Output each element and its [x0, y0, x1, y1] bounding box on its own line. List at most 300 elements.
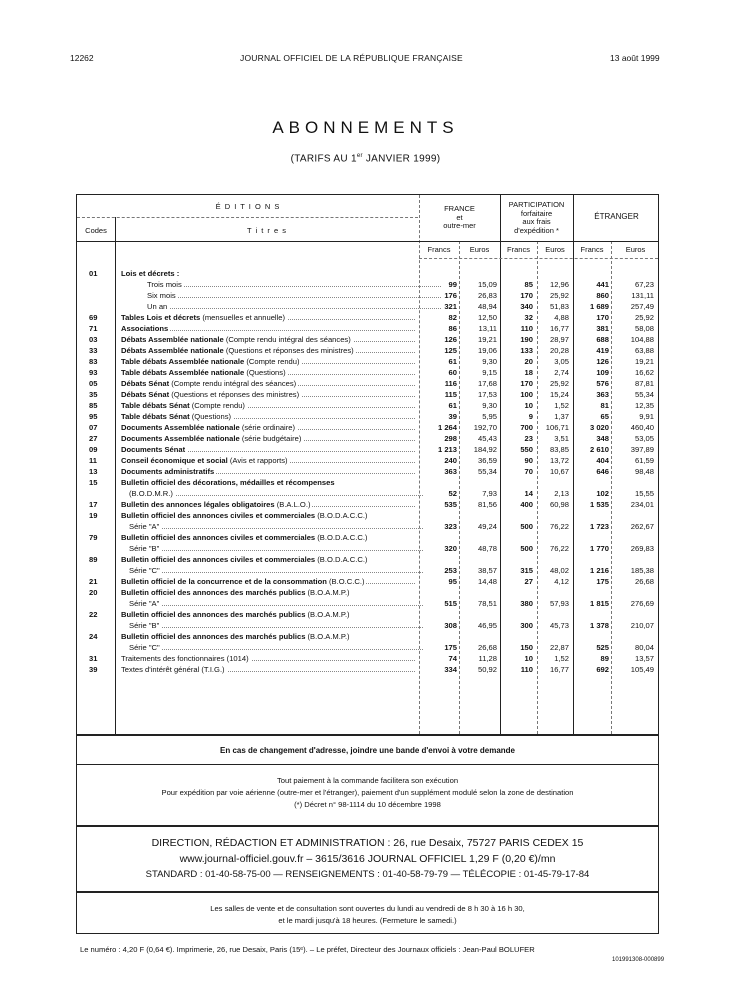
cell-france-euros: 13,11: [478, 324, 497, 333]
row-title: [121, 532, 417, 543]
cell-etranger-euros: 13,57: [634, 654, 654, 663]
table-row: [77, 433, 660, 444]
row-title-bold: Bulletin officiel des annonces des marchés publics: [121, 610, 306, 619]
france-header: [419, 205, 500, 231]
cell-france-francs: 308: [444, 621, 457, 630]
participation-line-2: forfaitaire: [520, 208, 553, 218]
payment-note-line-2: Pour expédition par voie aérienne (outre-mer et l'étranger), paiement d'un supplément modulé selon la zone de destination: [161, 788, 574, 797]
opening-hours-line-1: Les salles de vente et de consultation sont ouvertes du lundi au vendredi de 8 h 30 à 16 h 30,: [210, 904, 525, 913]
cell-france-euros: 49,24: [477, 522, 497, 531]
participation-line-1: PARTICIPATION: [508, 200, 565, 209]
table-row: [77, 312, 660, 323]
cell-etranger-euros: 25,92: [634, 313, 654, 322]
cell-part-francs: 150: [520, 643, 533, 652]
row-title-rest: (B.O.C.C.): [326, 577, 365, 586]
cell-etranger-euros: 26,68: [634, 577, 654, 586]
row-code: 03: [89, 335, 98, 344]
cell-france-euros: 9,15: [482, 368, 497, 377]
row-title-bold: Bulletin officiel des décorations, médailles et récompenses: [121, 478, 335, 487]
leader-dots: [147, 308, 441, 309]
cell-france-francs: 82: [448, 313, 457, 322]
cell-france-euros: 81,56: [477, 500, 497, 509]
cell-france-euros: 15,09: [477, 280, 497, 289]
row-title: [121, 389, 417, 400]
row-title-rest: (Compte rendu intégral des séances): [223, 335, 351, 344]
table-row: [77, 631, 660, 653]
cell-france-euros: 19,06: [477, 346, 497, 355]
row-code: 35: [89, 390, 98, 399]
cell-france-francs: 86: [448, 324, 457, 333]
table-row: [77, 664, 660, 675]
cell-etranger-euros: 67,23: [634, 280, 654, 289]
cell-france-francs: 39: [448, 412, 457, 421]
cell-part-francs: 9: [528, 412, 533, 421]
cell-part-euros: 3,05: [554, 357, 569, 366]
cell-france-francs: 515: [444, 599, 457, 608]
table-row: [77, 499, 660, 510]
cell-france-francs: 334: [444, 665, 457, 674]
cell-france-euros: 45,43: [477, 434, 497, 443]
journal-title: JOURNAL OFFICIEL DE LA RÉPUBLIQUE FRANÇAISE: [240, 53, 463, 63]
cell-part-euros: 1,52: [554, 654, 569, 663]
cell-part-francs: 500: [520, 544, 533, 553]
row-title-rest: (B.O.D.A.C.C.): [315, 511, 368, 520]
cell-part-euros: 12,96: [549, 280, 569, 289]
france-line-3: outre-mer: [443, 221, 476, 230]
cell-etranger-francs: 170: [596, 313, 609, 322]
row-title: [121, 576, 417, 587]
row-title-line-2: [129, 642, 425, 653]
cell-france-euros: 50,92: [477, 665, 497, 674]
row-code: 20: [89, 588, 98, 597]
cell-etranger-francs: 1 815: [589, 599, 609, 608]
cell-etranger-euros: 55,34: [634, 390, 654, 399]
cell-etranger-euros: 15,55: [634, 489, 654, 498]
row-code: 85: [89, 401, 98, 410]
cell-france-francs: 253: [444, 566, 457, 575]
cell-etranger-euros: 87,81: [634, 379, 654, 388]
cell-part-euros: 13,72: [549, 456, 569, 465]
row-title-bold: Bulletin officiel des annonces des marchés publics: [121, 632, 306, 641]
row-title-bold: Bulletin officiel des annonces civiles et commerciales: [121, 533, 316, 542]
row-title: [121, 664, 417, 675]
cell-etranger-francs: 419: [596, 346, 609, 355]
cell-part-francs: 300: [520, 621, 533, 630]
row-title: [147, 279, 443, 290]
cell-france-euros: 11,28: [478, 654, 497, 663]
table-row: [77, 400, 660, 411]
cell-etranger-francs: 381: [596, 324, 609, 333]
cell-part-euros: 16,77: [549, 324, 569, 333]
cell-part-francs: 100: [520, 390, 533, 399]
cell-etranger-euros: 105,49: [630, 665, 654, 674]
table-row: [77, 510, 660, 532]
cell-etranger-euros: 262,67: [630, 522, 654, 531]
cell-etranger-francs: 646: [596, 467, 609, 476]
france-line-2: et: [456, 212, 463, 222]
cell-etranger-euros: 98,48: [634, 467, 654, 476]
cell-part-euros: 45,73: [549, 621, 569, 630]
row-title-rest: Six mois: [147, 291, 176, 300]
cell-france-euros: 184,92: [473, 445, 497, 454]
etranger-euros-header: Euros: [625, 245, 646, 254]
cell-etranger-francs: 2 610: [589, 445, 609, 454]
cell-etranger-euros: 460,40: [630, 423, 654, 432]
cell-part-euros: 1,52: [554, 401, 569, 410]
cell-france-francs: 52: [448, 489, 457, 498]
subtitle-pre: (TARIFS AU 1: [290, 153, 357, 165]
row-title-bold: Documents Sénat: [121, 445, 186, 454]
cell-part-francs: 340: [520, 302, 533, 311]
row-title: [121, 609, 417, 620]
row-title-line-2: [129, 565, 425, 576]
cell-france-euros: 5,95: [482, 412, 497, 421]
cell-part-euros: 60,98: [549, 500, 569, 509]
row-title-rest: (B.O.A.M.P.): [305, 588, 350, 597]
cell-etranger-francs: 1 689: [589, 302, 609, 311]
cell-etranger-francs: 404: [596, 456, 609, 465]
cell-part-francs: 500: [520, 522, 533, 531]
cell-part-euros: 2,13: [554, 489, 569, 498]
cell-part-euros: 16,77: [549, 665, 569, 674]
cell-france-francs: 323: [444, 522, 457, 531]
row-title: [121, 334, 417, 345]
tariff-table: [76, 194, 659, 735]
direction-web: www.journal-officiel.gouv.fr – 3615/3616 JOURNAL OFFICIEL 1,29 F (0,20 €)/mn: [179, 853, 556, 865]
row-title-rest: (B.O.D.A.C.C.): [315, 533, 368, 542]
cell-france-euros: 48,94: [477, 302, 497, 311]
row-title-bold: Documents Assemblée nationale: [121, 423, 240, 432]
cell-part-francs: 550: [520, 445, 533, 454]
cell-france-francs: 61: [448, 357, 457, 366]
row-title-bold: Table débats Assemblée nationale: [121, 357, 245, 366]
row-title-rest: (Avis et rapports): [227, 456, 288, 465]
cell-part-francs: 700: [520, 423, 533, 432]
row-title-bold: Table débats Sénat: [121, 412, 190, 421]
footer-note: Le numéro : 4,20 F (0,64 €). Imprimerie, 26, rue Desaix, Paris (15ᵉ). – Le préfet, Directeur des Journaux officiels : Jean-Paul BOLUFER: [80, 945, 535, 954]
row-title-bold: Table débats Assemblée nationale: [121, 368, 245, 377]
part-francs-header: Francs: [507, 245, 530, 254]
row-title-bold: Table débats Sénat: [121, 401, 190, 410]
row-title: [121, 433, 417, 444]
cell-etranger-francs: 3 020: [589, 423, 609, 432]
cell-etranger-euros: 16,62: [634, 368, 654, 377]
row-title-line-2-text: (B.O.D.M.R.): [129, 489, 173, 498]
cell-part-francs: 133: [520, 346, 533, 355]
row-title-line-2: [129, 488, 425, 499]
row-divider: [77, 241, 658, 242]
cell-france-euros: 19,21: [477, 335, 497, 344]
row-title-rest: (Questions et réponses des ministres): [223, 346, 354, 355]
cell-part-euros: 28,97: [549, 335, 569, 344]
cell-part-euros: 4,12: [554, 577, 569, 586]
cell-etranger-euros: 9,91: [639, 412, 654, 421]
cell-part-euros: 3,51: [554, 434, 569, 443]
cell-part-francs: 20: [524, 357, 533, 366]
payment-note-line-3: (*) Décret n° 98-1114 du 10 décembre 1998: [294, 800, 441, 809]
cell-france-francs: 175: [444, 643, 457, 652]
cell-etranger-euros: 269,83: [630, 544, 654, 553]
cell-france-euros: 14,48: [477, 577, 497, 586]
cell-etranger-euros: 61,59: [634, 456, 654, 465]
row-title-bold: Débats Sénat: [121, 390, 170, 399]
cell-france-euros: 26,68: [477, 643, 497, 652]
row-code: 79: [89, 533, 98, 542]
cell-france-euros: 192,70: [473, 423, 497, 432]
cell-part-euros: 51,83: [549, 302, 569, 311]
cell-part-euros: 76,22: [549, 544, 569, 553]
row-title-line-2: [129, 543, 425, 554]
payment-note-line-1: Tout paiement à la commande facilitera son exécution: [276, 776, 459, 785]
row-title-bold: Bulletin officiel des annonces civiles et commerciales: [121, 511, 316, 520]
cell-part-francs: 23: [524, 434, 533, 443]
row-title-line-2-text: Série "A": [129, 599, 160, 608]
cell-france-francs: 1 264: [437, 423, 457, 432]
row-title: [121, 510, 417, 521]
participation-line-3: aux frais: [522, 217, 551, 226]
leader-dots: [147, 286, 441, 287]
table-row: [77, 477, 660, 499]
row-title-rest: (Questions): [244, 368, 286, 377]
row-code: 93: [89, 368, 98, 377]
cell-part-francs: 380: [520, 599, 533, 608]
table-row: [77, 532, 660, 554]
cell-etranger-francs: 126: [596, 357, 609, 366]
cell-etranger-euros: 53,05: [634, 434, 654, 443]
cell-etranger-francs: 525: [596, 643, 609, 652]
row-code: 89: [89, 555, 98, 564]
table-row: [77, 411, 660, 422]
direction-contact: [76, 826, 659, 892]
cell-etranger-francs: 1 723: [589, 522, 609, 531]
row-title-bold: Bulletin officiel des annonces civiles et commerciales: [121, 555, 316, 564]
row-title: [121, 323, 417, 334]
table-row: [77, 378, 660, 389]
row-title-bold: Lois et décrets :: [121, 269, 180, 278]
row-title-line-2: [129, 598, 425, 609]
cell-etranger-euros: 397,89: [630, 445, 654, 454]
row-title-bold: Débats Assemblée nationale: [121, 346, 224, 355]
france-line-1: FRANCE: [444, 204, 475, 213]
cell-etranger-euros: 63,88: [634, 346, 654, 355]
cell-part-francs: 110: [520, 665, 533, 674]
row-code: 31: [89, 654, 98, 663]
row-title-rest: (Questions): [189, 412, 232, 421]
cell-etranger-euros: 80,04: [634, 643, 654, 652]
row-title-line-2-text: Série "C": [129, 643, 160, 652]
row-title: [121, 631, 417, 642]
leader-dots: [129, 572, 423, 573]
row-title-bold: Documents administratifs: [121, 467, 215, 476]
cell-france-francs: 60: [448, 368, 457, 377]
table-row: [77, 301, 660, 312]
cell-part-euros: 2,74: [554, 368, 569, 377]
leader-dots: [129, 528, 423, 529]
cell-france-francs: 535: [444, 500, 457, 509]
row-title-rest: Traitements des fonctionnaires (1014): [121, 654, 249, 663]
cell-part-euros: 10,67: [549, 467, 569, 476]
cell-part-euros: 76,22: [549, 522, 569, 531]
cell-france-euros: 78,51: [477, 599, 497, 608]
cell-france-euros: 12,50: [477, 313, 497, 322]
row-title-line-2-text: Série "A": [129, 522, 160, 531]
leader-dots: [129, 550, 423, 551]
cell-part-francs: 400: [520, 500, 533, 509]
cell-etranger-francs: 1 216: [589, 566, 609, 575]
row-title-rest: (série ordinaire): [239, 423, 296, 432]
cell-etranger-euros: 210,07: [630, 621, 654, 630]
table-row: [77, 290, 660, 301]
france-euros-header: Euros: [469, 245, 490, 254]
cell-france-euros: 46,95: [477, 621, 497, 630]
row-title-line-2: [129, 620, 425, 631]
row-title: [147, 301, 443, 312]
cell-etranger-francs: 688: [596, 335, 609, 344]
row-title: [121, 466, 417, 477]
row-title: [121, 444, 417, 455]
row-title-rest: (B.O.D.A.C.C.): [315, 555, 368, 564]
row-title-rest: (série budgétaire): [239, 434, 302, 443]
cell-etranger-francs: 860: [596, 291, 609, 300]
cell-part-euros: 83,85: [549, 445, 569, 454]
table-row: [77, 576, 660, 587]
row-title-line-2-text: Série "B": [129, 544, 160, 553]
cell-part-francs: 10: [524, 401, 533, 410]
row-title-line-2-text: Série "B": [129, 621, 160, 630]
row-title-bold: Débats Sénat: [121, 379, 170, 388]
cell-part-euros: 15,24: [549, 390, 569, 399]
subtitle-post: JANVIER 1999): [362, 153, 441, 165]
editions-header: É D I T I O N S: [215, 202, 281, 211]
row-title: [121, 455, 417, 466]
row-code: 07: [89, 423, 98, 432]
address-change-note: [76, 735, 659, 765]
table-row: [77, 609, 660, 631]
row-title-rest: (Compte rendu): [244, 357, 300, 366]
cell-part-francs: 90: [524, 456, 533, 465]
part-euros-header: Euros: [545, 245, 565, 254]
row-title-rest: Un an: [147, 302, 168, 311]
row-code: 21: [89, 577, 98, 586]
opening-hours: [76, 892, 659, 934]
cell-france-euros: 36,59: [477, 456, 497, 465]
cell-france-francs: 320: [444, 544, 457, 553]
row-divider: [419, 258, 658, 259]
cell-france-francs: 74: [448, 654, 457, 663]
table-row: [77, 455, 660, 466]
cell-etranger-francs: 441: [596, 280, 609, 289]
cell-etranger-euros: 276,69: [630, 599, 654, 608]
table-row: [77, 323, 660, 334]
cell-etranger-francs: 363: [596, 390, 609, 399]
cell-france-francs: 363: [444, 467, 457, 476]
cell-etranger-francs: 1 535: [589, 500, 609, 509]
cell-part-euros: 48,02: [549, 566, 569, 575]
row-title-rest: (B.O.A.M.P.): [305, 610, 350, 619]
address-note-text: En cas de changement d'adresse, joindre une bande d'envoi à votre demande: [220, 746, 515, 755]
cell-etranger-francs: 89: [600, 654, 609, 663]
cell-part-francs: 190: [520, 335, 533, 344]
row-code: 22: [89, 610, 98, 619]
footer-id: 101991308-000899: [612, 957, 665, 963]
cell-france-euros: 17,53: [477, 390, 497, 399]
cell-etranger-euros: 12,35: [634, 401, 654, 410]
cell-etranger-francs: 348: [596, 434, 609, 443]
row-title-rest: (Questions et réponses des ministres): [169, 390, 300, 399]
row-title: [121, 356, 417, 367]
etranger-francs-header: Francs: [580, 245, 604, 254]
cell-part-francs: 10: [524, 654, 533, 663]
table-row: [77, 554, 660, 576]
table-row: [77, 356, 660, 367]
row-title: [121, 653, 417, 664]
cell-france-francs: 1 213: [437, 445, 457, 454]
row-title-rest: (B.O.A.M.P.): [305, 632, 350, 641]
row-title: [121, 499, 417, 510]
etranger-header: ÉTRANGER: [594, 212, 639, 221]
row-code: 19: [89, 511, 98, 520]
cell-part-euros: 22,87: [549, 643, 569, 652]
page-subtitle: [0, 153, 731, 164]
cell-etranger-euros: 58,08: [634, 324, 654, 333]
table-row: [77, 367, 660, 378]
cell-etranger-francs: 576: [596, 379, 609, 388]
codes-header: Codes: [85, 226, 107, 235]
cell-etranger-euros: 185,38: [630, 566, 654, 575]
row-title: [121, 422, 417, 433]
subtitle-sup: er: [356, 153, 363, 159]
table-row: [77, 279, 660, 290]
row-title-rest: (Compte rendu intégral des séances): [169, 379, 297, 388]
table-row: [77, 334, 660, 345]
row-title-bold: Bulletin des annonces légales obligatoires: [121, 500, 275, 509]
cell-france-euros: 26,83: [477, 291, 497, 300]
cell-part-francs: 315: [520, 566, 533, 575]
cell-part-euros: 25,92: [549, 379, 569, 388]
cell-part-euros: 20,28: [549, 346, 569, 355]
cell-part-euros: 25,92: [549, 291, 569, 300]
cell-france-francs: 99: [448, 280, 457, 289]
titres-header: T i t r e s: [246, 226, 288, 235]
cell-france-francs: 298: [444, 434, 457, 443]
cell-france-francs: 116: [444, 379, 457, 388]
table-row: [77, 653, 660, 664]
row-title-rest: Trois mois: [147, 280, 182, 289]
row-title: [121, 587, 417, 598]
row-title: [121, 345, 417, 356]
row-code: 05: [89, 379, 98, 388]
row-title-line-2: [129, 521, 425, 532]
leader-dots: [129, 649, 423, 650]
cell-part-euros: 57,93: [549, 599, 569, 608]
table-row: [77, 466, 660, 477]
row-code: 71: [89, 324, 98, 333]
row-title: [121, 400, 417, 411]
row-code: 83: [89, 357, 98, 366]
row-title-bold: Bulletin officiel de la concurrence et de la consommation: [121, 577, 327, 586]
row-code: 15: [89, 478, 98, 487]
cell-etranger-francs: 175: [596, 577, 609, 586]
cell-etranger-francs: 81: [600, 401, 609, 410]
cell-etranger-francs: 109: [596, 368, 609, 377]
cell-part-francs: 110: [520, 324, 533, 333]
row-title-bold: Tables Lois et décrets: [121, 313, 201, 322]
cell-france-francs: 115: [444, 390, 457, 399]
cell-france-euros: 17,68: [477, 379, 497, 388]
leader-dots: [129, 627, 423, 628]
participation-header: [500, 201, 573, 235]
row-title: [121, 367, 417, 378]
